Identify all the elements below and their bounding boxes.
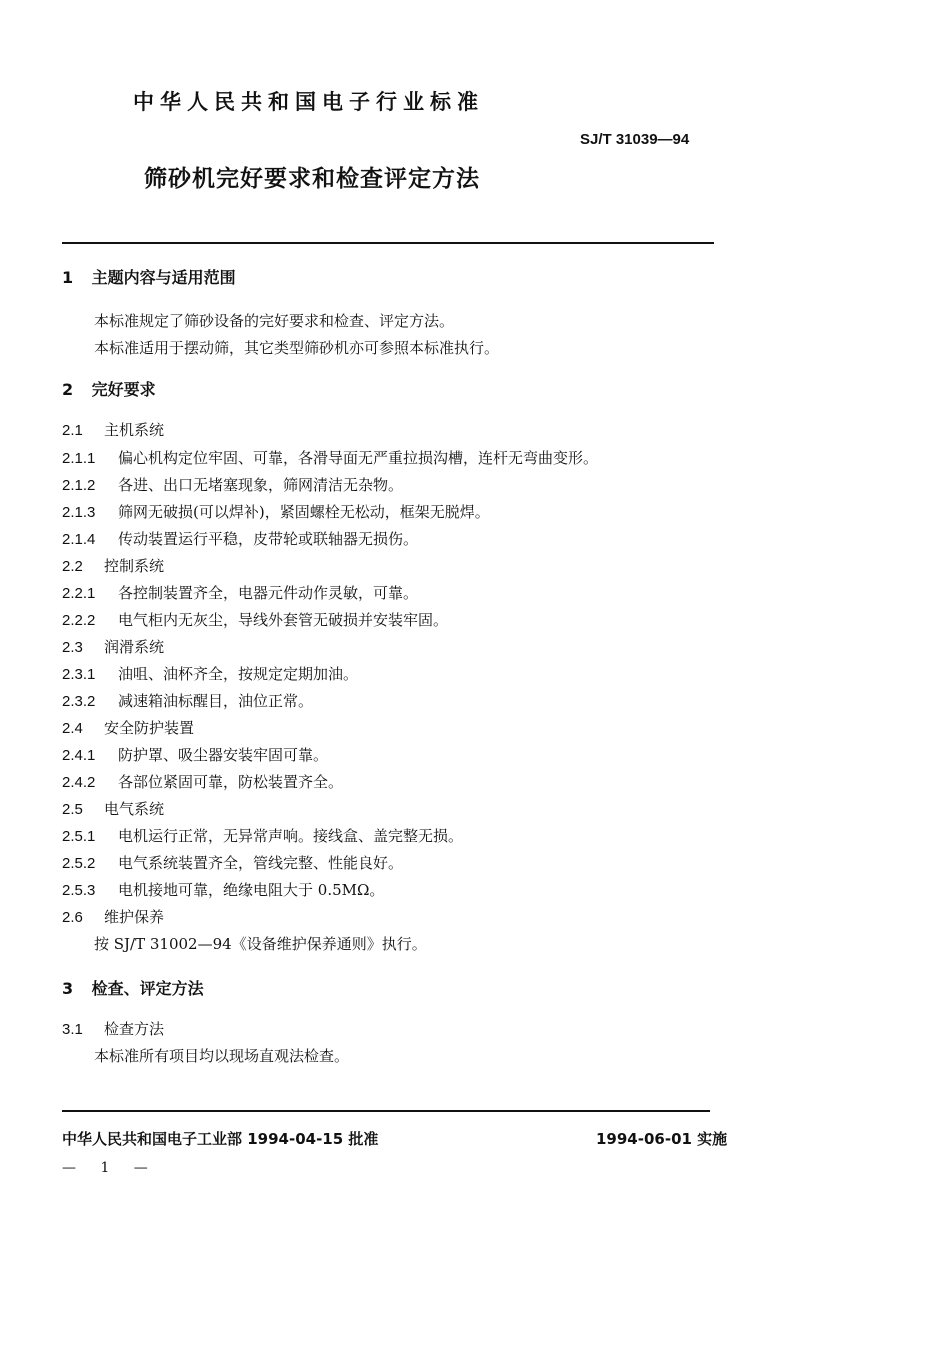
clause-number: 2.1.3 bbox=[62, 504, 96, 521]
clause-text: 维护保养 bbox=[104, 908, 165, 926]
clause-text: 各部位紧固可靠，防松装置齐全。 bbox=[118, 773, 344, 791]
clause-number: 2.2.2 bbox=[62, 612, 96, 629]
clause-item bbox=[62, 879, 384, 900]
document-title: 筛砂机完好要求和检查评定方法 bbox=[144, 166, 480, 192]
bottom-divider bbox=[62, 1110, 710, 1112]
clause-number: 2.5 bbox=[62, 801, 83, 818]
clause-number: 2.4.2 bbox=[62, 774, 96, 791]
clause-text: 偏心机构定位牢固、可靠，各滑导面无严重拉损沟槽，连杆无弯曲变形。 bbox=[118, 449, 599, 467]
clause-item bbox=[62, 825, 463, 846]
clause-text: 控制系统 bbox=[104, 557, 165, 575]
section-number: 3 bbox=[62, 979, 74, 998]
top-divider bbox=[62, 242, 714, 244]
clause-text: 电气系统装置齐全，管线完整、性能良好。 bbox=[118, 854, 404, 872]
section-title: 主题内容与适用范围 bbox=[91, 268, 236, 287]
clause-text: 润滑系统 bbox=[104, 638, 165, 656]
clause-item bbox=[62, 447, 598, 468]
clause-item bbox=[62, 1018, 164, 1039]
clause-item bbox=[62, 744, 328, 765]
clause-text: 减速箱油标醒目，油位正常。 bbox=[118, 692, 314, 710]
clause-number: 2.3 bbox=[62, 639, 83, 656]
clause-item bbox=[62, 906, 164, 927]
clause-number: 2.1.4 bbox=[62, 531, 96, 548]
clause-text: 检查方法 bbox=[104, 1020, 165, 1038]
clause-text: 筛网无破损(可以焊补)，紧固螺栓无松动，框架无脱焊。 bbox=[118, 503, 490, 521]
clause-text: 各进、出口无堵塞现象，筛网清洁无杂物。 bbox=[118, 476, 404, 494]
clause-number: 2.5.3 bbox=[62, 882, 96, 899]
approval-line: 中华人民共和国电子工业部 1994-04-15 批准 bbox=[62, 1130, 379, 1148]
clause-text: 电气系统 bbox=[104, 800, 165, 818]
paragraph: 按 SJ/T 31002—94《设备维护保养通则》执行。 bbox=[94, 935, 427, 953]
section-title: 完好要求 bbox=[91, 380, 156, 399]
page-number: — 1 — bbox=[62, 1160, 158, 1176]
clause-number: 2.3.2 bbox=[62, 693, 96, 710]
clause-number: 2.4.1 bbox=[62, 747, 96, 764]
clause-text: 防护罩、吸尘器安装牢固可靠。 bbox=[118, 746, 329, 764]
clause-item bbox=[62, 609, 448, 630]
clause-text: 电气柜内无灰尘，导线外套管无破损并安装牢固。 bbox=[118, 611, 449, 629]
clause-text: 各控制装置齐全，电器元件动作灵敏，可靠。 bbox=[118, 584, 419, 602]
clause-number: 2.1 bbox=[62, 422, 83, 439]
standard-code: SJ/T 31039—94 bbox=[580, 131, 690, 148]
paragraph: 本标准所有项目均以现场直观法检查。 bbox=[94, 1047, 350, 1065]
section-heading-2 bbox=[62, 377, 156, 400]
issuing-body-title: 中华人民共和国电子行业标准 bbox=[133, 90, 484, 114]
clause-number: 2.1.2 bbox=[62, 477, 96, 494]
clause-item bbox=[62, 852, 403, 873]
clause-number: 2.6 bbox=[62, 909, 83, 926]
clause-item bbox=[62, 419, 164, 440]
clause-text: 电机接地可靠，绝缘电阻大于 0.5MΩ。 bbox=[118, 881, 385, 899]
clause-text: 油咀、油杯齐全，按规定定期加油。 bbox=[118, 665, 359, 683]
clause-item bbox=[62, 555, 164, 576]
clause-item bbox=[62, 636, 164, 657]
clause-item bbox=[62, 663, 358, 684]
implementation-date: 1994-06-01 实施 bbox=[596, 1130, 728, 1148]
clause-text: 安全防护装置 bbox=[104, 719, 195, 737]
clause-number: 2.5.1 bbox=[62, 828, 96, 845]
clause-text: 主机系统 bbox=[104, 421, 165, 439]
paragraph: 本标准规定了筛砂设备的完好要求和检查、评定方法。 bbox=[94, 312, 455, 330]
clause-item bbox=[62, 582, 418, 603]
paragraph: 本标准适用于摆动筛，其它类型筛砂机亦可参照本标准执行。 bbox=[94, 339, 500, 357]
clause-text: 传动装置运行平稳，皮带轮或联轴器无损伤。 bbox=[118, 530, 419, 548]
section-title: 检查、评定方法 bbox=[91, 979, 204, 998]
clause-item bbox=[62, 501, 490, 522]
clause-number: 2.3.1 bbox=[62, 666, 96, 683]
clause-number: 2.4 bbox=[62, 720, 83, 737]
clause-item bbox=[62, 474, 403, 495]
clause-item bbox=[62, 717, 194, 738]
clause-item bbox=[62, 690, 313, 711]
clause-number: 2.1.1 bbox=[62, 450, 96, 467]
clause-number: 2.5.2 bbox=[62, 855, 96, 872]
section-heading-3 bbox=[62, 976, 204, 999]
section-heading-1 bbox=[62, 265, 236, 288]
clause-number: 3.1 bbox=[62, 1021, 83, 1038]
clause-text: 电机运行正常，无异常声响。接线盒、盖完整无损。 bbox=[118, 827, 464, 845]
clause-item bbox=[62, 528, 418, 549]
clause-number: 2.2.1 bbox=[62, 585, 96, 602]
clause-item bbox=[62, 798, 164, 819]
clause-item bbox=[62, 771, 343, 792]
section-number: 2 bbox=[62, 380, 74, 399]
clause-number: 2.2 bbox=[62, 558, 83, 575]
section-number: 1 bbox=[62, 268, 74, 287]
